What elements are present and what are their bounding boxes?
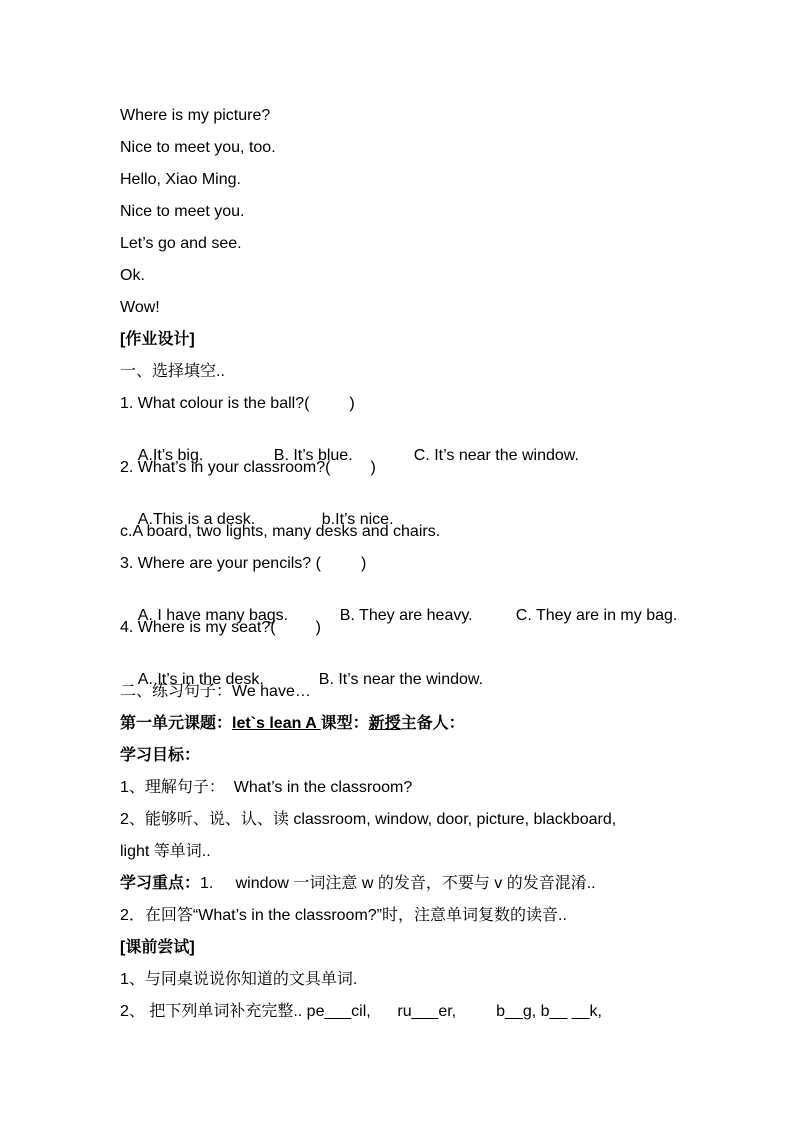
key-point-1-text: 1. window 一词注意 w 的发音，不要与 v 的发音混淆..: [200, 875, 596, 892]
dialogue-line-5: Let’s go and see.: [120, 235, 242, 252]
lesson-type-label: 课型：: [320, 715, 369, 732]
dialogue-line-3: Hello, Xiao Ming.: [120, 171, 241, 188]
goal-2-line-2: light 等单词..: [120, 843, 211, 860]
q3-option-c: C. They are in my bag.: [515, 607, 678, 624]
pre-class-heading: [课前尝试]: [120, 939, 195, 956]
question-1: 1. What colour is the ball?( ): [120, 395, 355, 412]
q2-option-a: A.This is a desk.: [137, 511, 256, 528]
question-4: 4. Where is my seat?( ): [120, 619, 321, 636]
pre-class-1: 1、与同桌说说你知道的文具单词.: [120, 971, 358, 988]
pre-class-2: 2、 把下列单词补充完整.. pe___cil, ru___er, b__g, b__ __k,: [120, 1003, 602, 1020]
dialogue-line-7: Wow!: [120, 299, 160, 316]
lesson-type: 新授: [368, 715, 401, 732]
lesson-preparer: 主备人：: [400, 715, 465, 732]
goal-1: 1、理解句子： What’s in the classroom?: [120, 779, 413, 796]
key-point-2: 2．在回答“What’s in the classroom?”时，注意单词复数的读音..: [120, 907, 567, 924]
section-1-title: 一、选择填空..: [120, 363, 225, 380]
q1-option-a: A.It’s big.: [137, 447, 204, 464]
q2-option-b: b.It’s nice.: [321, 511, 394, 528]
section-2-title: 二、练习句子：We have…: [120, 683, 311, 700]
key-points-label: 学习重点：: [120, 875, 201, 892]
lesson-title: [120, 714, 465, 734]
q3-option-a: A. I have many bags.: [137, 607, 289, 624]
q2-option-c: c.A board, two lights, many desks and chairs.: [120, 523, 441, 540]
goals-heading: 学习目标：: [120, 747, 201, 764]
homework-heading: [作业设计]: [120, 331, 195, 348]
lesson-title-topic: let`s lean A: [232, 715, 321, 732]
question-3: 3. Where are your pencils? ( ): [120, 555, 367, 572]
q3-option-b: B. They are heavy.: [339, 607, 473, 624]
q1-option-b: B. It’s blue.: [273, 447, 353, 464]
key-points-1: [120, 874, 596, 894]
dialogue-line-4: Nice to meet you.: [120, 203, 245, 220]
q4-option-a: A. It’s in the desk.: [137, 671, 264, 688]
goal-2-line-1: 2、能够听、说、认、读 classroom, window, door, picture, blackboard,: [120, 811, 617, 828]
q1-option-c: C. It’s near the window.: [413, 447, 579, 464]
dialogue-line-1: Where is my picture?: [120, 107, 271, 124]
dialogue-line-2: Nice to meet you, too.: [120, 139, 276, 156]
dialogue-line-6: Ok.: [120, 267, 145, 284]
lesson-title-prefix: 第一单元课题：: [120, 715, 233, 732]
q4-option-b: B. It’s near the window.: [318, 671, 484, 688]
question-2: 2. What’s in your classroom?( ): [120, 459, 376, 476]
